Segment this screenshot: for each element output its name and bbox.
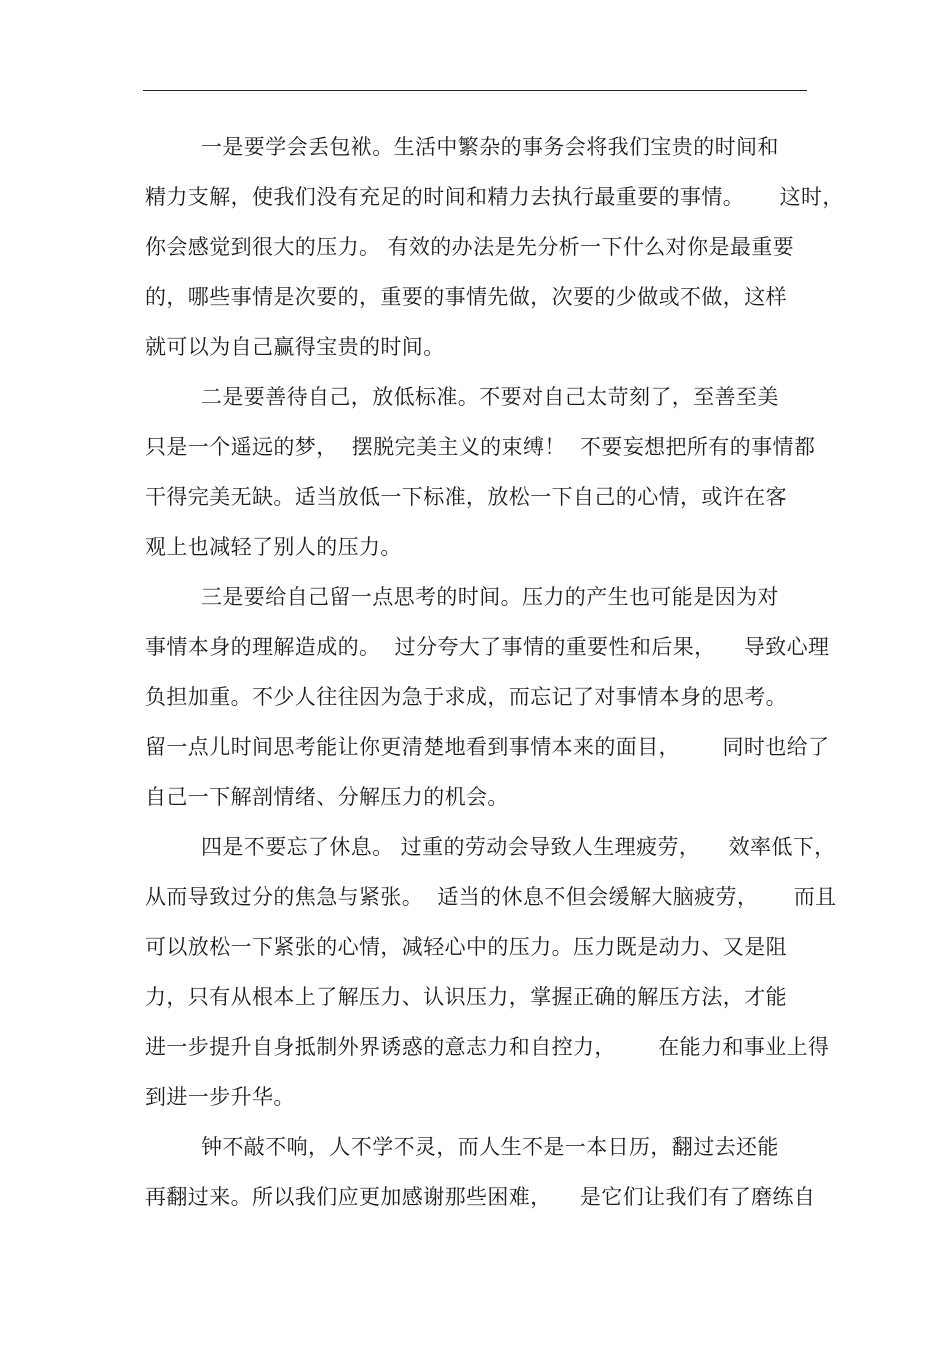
paragraph-4-line-2: 从而导致过分的焦急与紧张。 适当的休息不但会缓解大脑疲劳， 而且 [145,885,837,909]
paragraph-1-line-2: 精力支解，使我们没有充足的时间和精力去执行最重要的事情。 这时， [145,185,844,209]
paragraph-2-line-4: 观上也减轻了别人的压力。 [145,535,402,559]
paragraph-5-line-1: 钟不敲不响，人不学不灵，而人生不是一本日历，翻过去还能 [201,1135,779,1159]
paragraph-2-line-2: 只是一个遥远的梦， 摆脱完美主义的束缚！ 不要妄想把所有的事情都 [145,435,816,459]
paragraph-1-line-5: 就可以为自己赢得宝贵的时间。 [145,335,445,359]
paragraph-1-line-1: 一是要学会丢包袱。生活中繁杂的事务会将我们宝贵的时间和 [201,135,779,159]
body-text [145,122,844,1222]
paragraph-1-line-4: 的，哪些事情是次要的，重要的事情先做，次要的少做或不做，这样 [145,285,787,309]
paragraph-3-line-5: 自己一下解剖情绪、分解压力的机会。 [145,785,509,809]
paragraph-4-line-5: 进一步提升自身抵制外界诱惑的意志力和自控力， 在能力和事业上得 [145,1035,830,1059]
paragraph-3-line-3: 负担加重。不少人往往因为急于求成，而忘记了对事情本身的思考。 [145,685,787,709]
paragraph-4-line-6: 到进一步升华。 [145,1085,295,1109]
paragraph-3-line-2: 事情本身的理解造成的。 过分夸大了事情的重要性和后果， 导致心理 [145,635,830,659]
paragraph-4-line-1: 四是不要忘了休息。 过重的劳动会导致人生理疲劳， 效率低下， [201,835,836,859]
paragraph-4-line-3: 可以放松一下紧张的心情，减轻心中的压力。压力既是动力、又是阻 [145,935,787,959]
paragraph-1-line-3: 你会感觉到很大的压力。 有效的办法是先分析一下什么对你是最重要 [145,235,795,259]
paragraph-2-line-3: 干得完美无缺。适当放低一下标准，放松一下自己的心情，或许在客 [145,485,787,509]
paragraph-4-line-4: 力，只有从根本上了解压力、认识压力，掌握正确的解压方法，才能 [145,985,787,1009]
header-rule [143,90,807,91]
paragraph-3-line-1: 三是要给自己留一点思考的时间。压力的产生也可能是因为对 [201,585,779,609]
paragraph-3-line-4: 留一点儿时间思考能让你更清楚地看到事情本来的面目， 同时也给了 [145,735,830,759]
paragraph-5-line-2: 再翻过来。所以我们应更加感谢那些困难， 是它们让我们有了磨练自 [145,1185,816,1209]
paragraph-2-line-1: 二是要善待自己，放低标准。不要对自己太苛刻了，至善至美 [201,385,779,409]
